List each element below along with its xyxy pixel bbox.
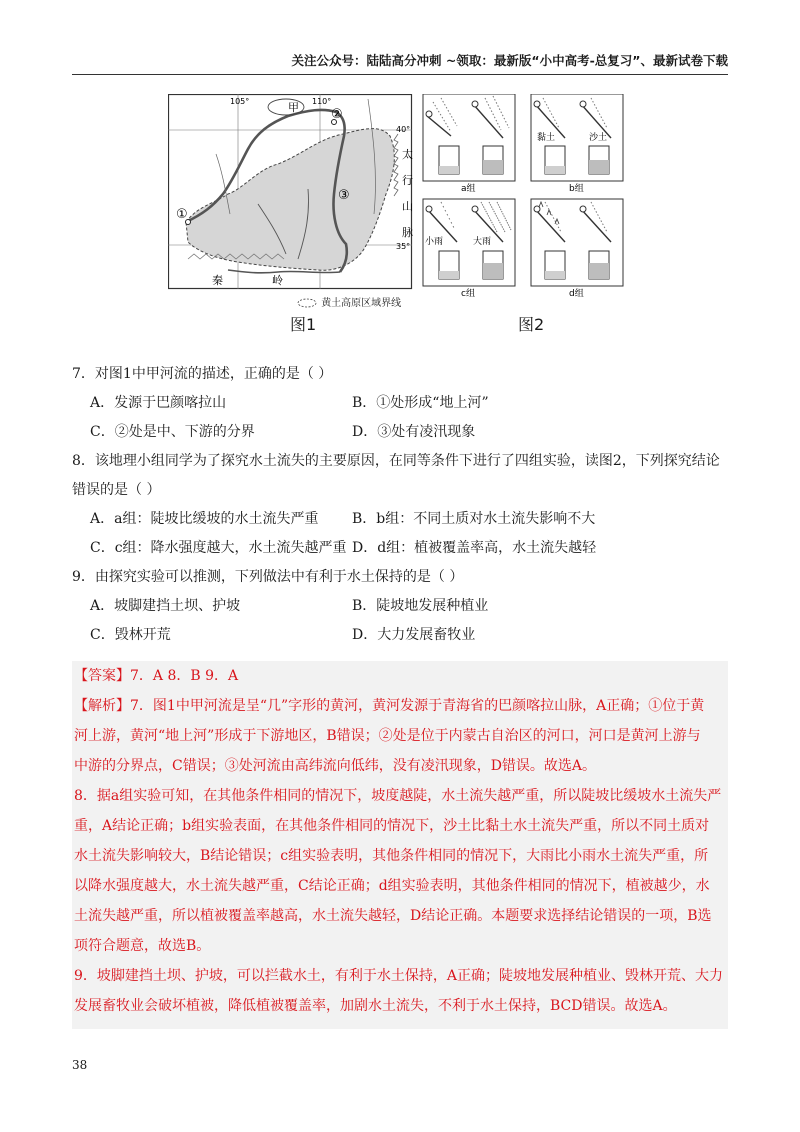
label-point-3: ③ — [338, 188, 350, 203]
question-9-options-row-2 — [72, 621, 732, 650]
exp-group-a — [423, 94, 515, 181]
exp-label-c-left: 小雨 — [425, 237, 444, 247]
answer-block — [72, 661, 728, 1029]
exp-label-c-right: 大雨 — [473, 237, 492, 247]
analysis-line: 重，A结论正确；b组实验表面，在其他条件相同的情况下，沙土比黏土水土流失严重，所以不同土质对 — [74, 818, 710, 834]
figure2-caption: 图2 — [518, 315, 545, 334]
q7-option-c: C．②处是中、下游的分界 — [90, 424, 255, 440]
experiment-figure — [421, 94, 626, 299]
lon-label-105: 105° — [230, 97, 250, 106]
q8-option-c: C．c组：降水强度越大，水土流失越严重 — [90, 540, 347, 556]
q7-option-a: A．发源于巴颜喀拉山 — [90, 395, 227, 411]
exp-group-a-name: a组 — [461, 184, 476, 194]
question-8-stem: 8．该地理小组同学为了探究水土流失的主要原因，在同等条件下进行了四组实验，读图2，下列探究结论错误的是（ ） — [72, 453, 720, 498]
q8-option-d: D．d组：植被覆盖率高，水土流失越轻 — [352, 540, 597, 556]
analysis-line: 河上游，黄河“地上河”形成于下游地区，B错误；②处是位于内蒙古自治区的河口，河口是黄河上游与 — [74, 728, 701, 744]
analysis-line: 发展畜牧业会破坏植被，降低植被覆盖率，加剧水土流失，不利于水土保持，BCD错误。故选A。 — [74, 998, 677, 1014]
label-taihang-3: 山 — [402, 200, 413, 213]
label-taihang-1: 太 — [402, 148, 413, 161]
exp-group-b-name: b组 — [569, 184, 584, 194]
analysis-line: 以降水强度越大，水土流失越严重，C结论正确；d组实验表明，其他条件相同的情况下，植被越少，水 — [74, 878, 710, 894]
analysis-line: 中游的分界点，C错误；③处河流由高纬流向低纬，没有凌汛现象，D错误。故选A。 — [74, 758, 597, 774]
analysis-line: 水土流失影响较大，B结论错误；c组实验表明，其他条件相同的情况下，大雨比小雨水土流失严重，所 — [74, 848, 709, 864]
question-7-stem: 7．对图1中甲河流的描述，正确的是（ ） — [72, 366, 333, 382]
label-taihang-2: 行 — [402, 174, 413, 187]
q7-option-d: D．③处有凌汛现象 — [352, 424, 476, 440]
map-legend — [296, 294, 401, 309]
q8-option-a: A．a组：陡坡比缓坡的水土流失严重 — [90, 511, 319, 527]
question-9-options-row-1 — [72, 592, 732, 621]
label-point-1: ① — [176, 207, 188, 222]
question-8-options-row-2 — [72, 534, 732, 563]
exp-group-c-name: c组 — [461, 289, 475, 299]
analysis-line: 土流失越严重，所以植被覆盖率越高，水土流失越轻，D结论正确。本题要求选择结论错误的一项，B选 — [74, 908, 712, 924]
exp-group-d — [531, 199, 623, 286]
question-9-stem: 9．由探究实验可以推测，下列做法中有利于水土保持的是（ ） — [72, 569, 464, 585]
q9-option-c: C．毁林开荒 — [90, 627, 171, 643]
label-taihang-4: 脉 — [402, 226, 413, 239]
page-header: 关注公众号：陆陆高分冲刺 ~领取：最新版“小中高考-总复习”、最新试卷下载 — [72, 52, 728, 75]
analysis-line: 8．据a组实验可知，在其他条件相同的情况下，坡度越陡，水土流失越严重，所以陡坡比缓坡水土流失严 — [74, 788, 722, 804]
lat-label-40: 40° — [396, 125, 411, 134]
page-number: 38 — [72, 1058, 88, 1072]
q9-option-d: D．大力发展畜牧业 — [352, 627, 476, 643]
lat-label-35: 35° — [396, 242, 411, 251]
lon-label-110: 110° — [312, 97, 332, 106]
label-qin: 秦 — [212, 274, 223, 287]
question-7-options-row-2 — [72, 418, 732, 447]
dashed-line-icon — [296, 298, 318, 308]
analysis-line: 【解析】7．图1中甲河流是呈“几”字形的黄河，黄河发源于青海省的巴颜喀拉山脉，A正确；①位于黄 — [74, 698, 705, 714]
exp-label-b-right: 沙土 — [589, 133, 608, 143]
answer-line: 【答案】7．A 8．B 9．A — [74, 668, 239, 684]
label-jia: 甲 — [288, 101, 299, 114]
exp-group-d-name: d组 — [569, 289, 584, 299]
analysis-line: 项符合题意，故选B。 — [74, 938, 211, 954]
question-8-options-row-1 — [72, 505, 732, 534]
question-7-options-row-1 — [72, 389, 732, 418]
q7-option-b: B．①处形成“地上河” — [352, 395, 489, 411]
q9-option-a: A．坡脚建挡土坝、护坡 — [90, 598, 241, 614]
analysis-line: 9．坡脚建挡土坝、护坡，可以拦截水土，有利于水土保持，A正确；陡坡地发展种植业、毁林开荒、大力 — [74, 968, 724, 984]
q8-option-b: B．b组：不同土质对水土流失影响不大 — [352, 511, 596, 527]
label-ling: 岭 — [272, 274, 283, 287]
figure1-caption: 图1 — [290, 315, 317, 334]
map-figure — [168, 94, 413, 294]
q9-option-b: B．陡坡地发展种植业 — [352, 598, 489, 614]
label-point-2: ② — [331, 107, 343, 122]
exp-label-b-left: 黏土 — [537, 133, 556, 143]
figure-area — [168, 94, 628, 334]
questions — [72, 360, 732, 650]
legend-text: 黄土高原区域界线 — [321, 298, 402, 309]
